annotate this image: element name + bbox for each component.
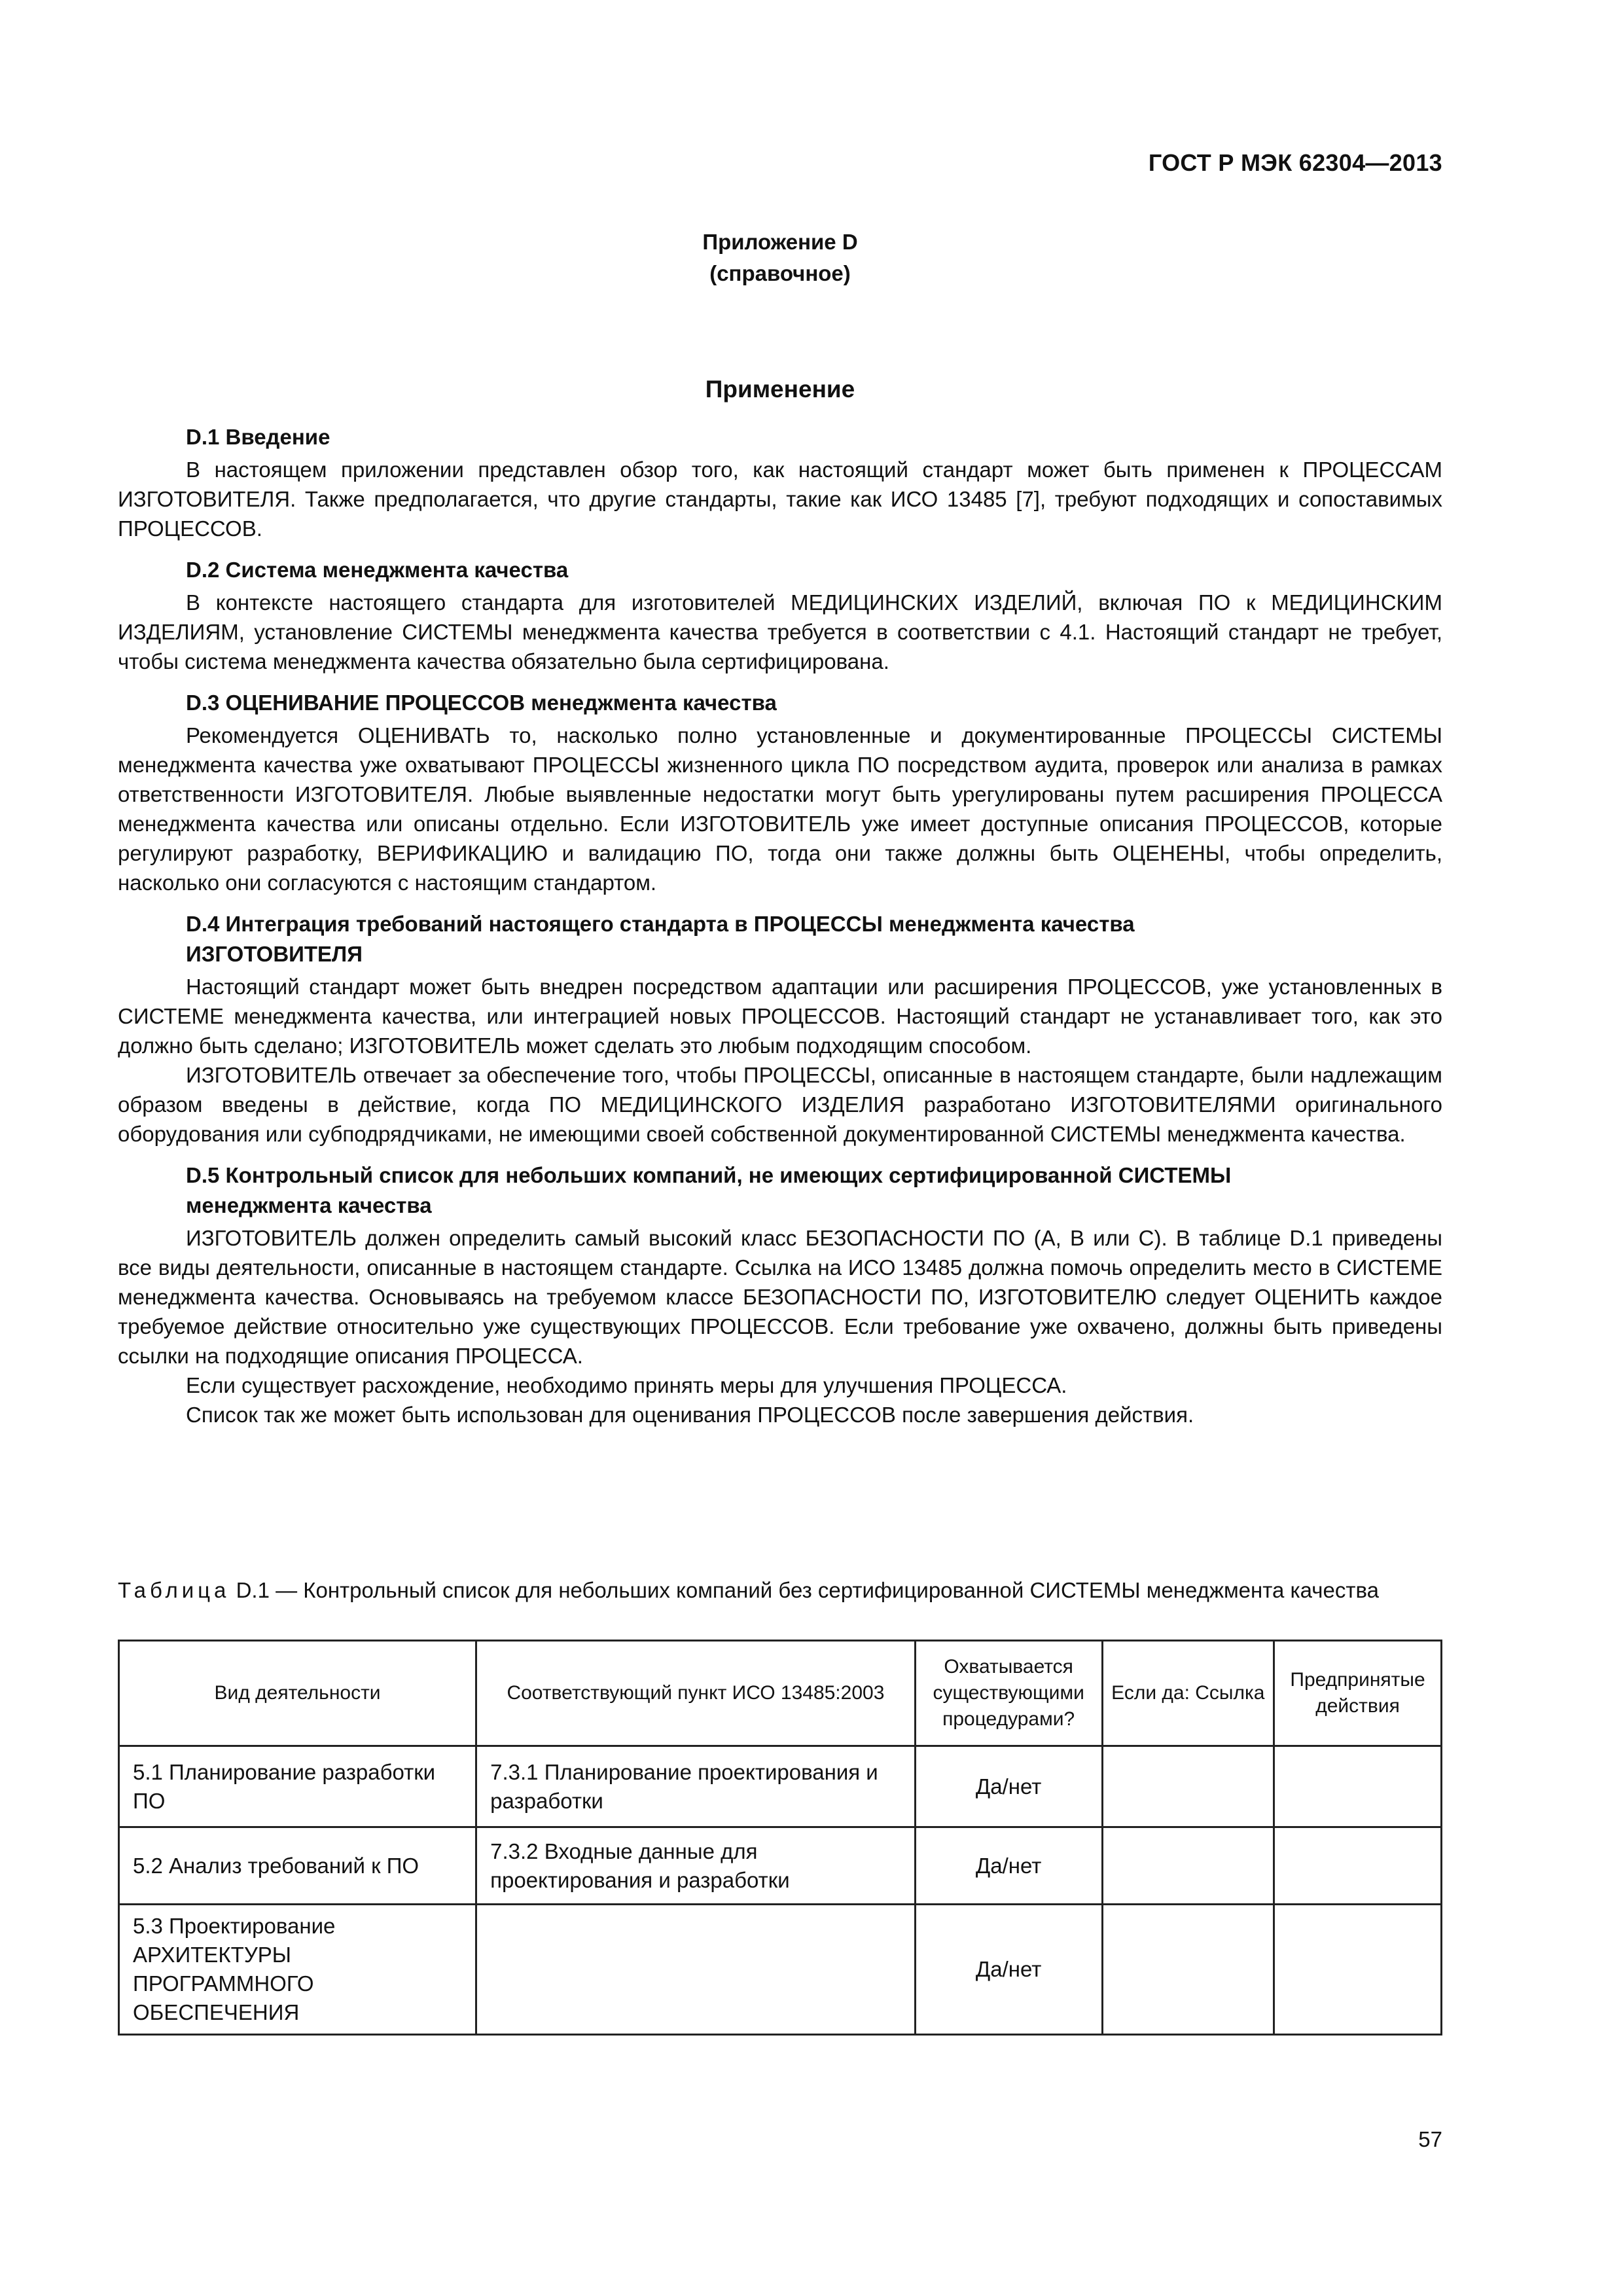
- cell-activity: 5.2 Анализ требований к ПО: [119, 1827, 476, 1905]
- cell-actions: [1274, 1905, 1442, 2035]
- page-number: 57: [1418, 2127, 1442, 2151]
- table-row: [119, 1905, 1442, 2035]
- cell-covered: Да/нет: [915, 1746, 1102, 1827]
- column-header-iso-clause: Соответствующий пункт ИСО 13485:2003: [476, 1641, 916, 1746]
- cell-actions: [1274, 1827, 1442, 1905]
- column-header-activity: Вид деятельности: [119, 1641, 476, 1746]
- section-heading-line: D.4 Интеграция требований настоящего стандарта в ПРОЦЕССЫ менеджмента качества: [186, 912, 1135, 936]
- section-paragraph: В контексте настоящего стандарта для изготовителей МЕДИЦИНСКИХ ИЗДЕЛИЙ, включая ПО к МЕДИЦИНСКИМ ИЗДЕЛИЯМ, установление СИСТЕМЫ менеджмента качества требуется в соответствии с 4.1. Настоящий стандарт не требует, чтобы система менеджмента качества обязательно была сертифицирована.: [118, 590, 1442, 673]
- cell-activity: 5.3 Проектирование АРХИТЕКТУРЫ ПРОГРАММНОГО ОБЕСПЕЧЕНИЯ: [119, 1905, 476, 2035]
- cell-link: [1102, 1905, 1274, 2035]
- section-paragraph: ИЗГОТОВИТЕЛЬ должен определить самый высокий класс БЕЗОПАСНОСТИ ПО (A, B или C). В таблице D.1 приведены все виды деятельности, описанные в настоящем стандарте. Ссылка на ИСО 13485 должна помочь определить место в СИСТЕМЕ менеджмента качества. Основываясь на требуемом классе БЕЗОПАСНОСТИ ПО, ИЗГОТОВИТЕЛЮ следует ОЦЕНИТЬ каждое требуемое действие относительно уже существующих ПРОЦЕССОВ. Если требование уже охвачено, должны быть приведены ссылки на подходящие описания ПРОЦЕССА.: [118, 1226, 1442, 1368]
- appendix-label: Приложение D: [702, 230, 858, 254]
- cell-iso-clause: 7.3.1 Планирование проектирования и разработки: [476, 1746, 916, 1827]
- column-header-link: Если да: Ссылка: [1102, 1641, 1274, 1746]
- table-caption-text: D.1 — Контрольный список для небольших компаний без сертифицированной СИСТЕМЫ менеджмента качества: [236, 1578, 1379, 1602]
- column-header-covered: Охватывается существующими процедурами?: [915, 1641, 1102, 1746]
- table-caption: [118, 1576, 1442, 1605]
- document-code: ГОСТ Р МЭК 62304—2013: [1148, 149, 1442, 176]
- section-heading-line: ИЗГОТОВИТЕЛЯ: [186, 942, 363, 966]
- cell-covered: Да/нет: [915, 1905, 1102, 2035]
- appendix-heading: [118, 226, 1442, 289]
- section-paragraph: Если существует расхождение, необходимо принять меры для улучшения ПРОЦЕССА.: [186, 1373, 1067, 1397]
- column-header-actions: Предпринятые действия: [1274, 1641, 1442, 1746]
- cell-activity: 5.1 Планирование разработки ПО: [119, 1746, 476, 1827]
- section-heading-line: менеджмента качества: [186, 1193, 432, 1217]
- appendix-kind: (справочное): [709, 261, 851, 285]
- section-paragraph: Рекомендуется ОЦЕНИВАТЬ то, насколько полно установленные и документированные ПРОЦЕССЫ СИСТЕМЫ менеджмента качества уже охватывают ПРОЦЕССЫ жизненного цикла ПО посредством аудита, проверок или анализа в рамках ответственности ИЗГОТОВИТЕЛЯ. Любые выявленные недостатки могут быть урегулированы путем расширения ПРОЦЕССА менеджмента качества или описаны отдельно. Если ИЗГОТОВИТЕЛЬ уже имеет доступные описания ПРОЦЕССОВ, которые регулируют разработку, ВЕРИФИКАЦИЮ и валидацию ПО, тогда они также должны быть ОЦЕНЕНЫ, чтобы определить, насколько они согласуются с настоящим стандартом.: [118, 723, 1442, 895]
- cell-iso-clause: 7.3.2 Входные данные для проектирования и разработки: [476, 1827, 916, 1905]
- section-paragraph: Список так же может быть использован для оценивания ПРОЦЕССОВ после завершения действия.: [186, 1403, 1194, 1427]
- section-heading-d4: [118, 909, 1442, 969]
- table-row: [119, 1746, 1442, 1827]
- table-caption-label: Таблица: [118, 1578, 230, 1602]
- checklist-table: [118, 1640, 1442, 2036]
- section-paragraph: В настоящем приложении представлен обзор того, как настоящий стандарт может быть применен к ПРОЦЕССАМ ИЗГОТОВИТЕЛЯ. Также предполагается, что другие стандарты, такие как ИСО 13485 [7], требуют подходящих и сопоставимых ПРОЦЕССОВ.: [118, 457, 1442, 541]
- section-paragraph: Настоящий стандарт может быть внедрен посредством адаптации или расширения ПРОЦЕССОВ, уже установленных в СИСТЕМЕ менеджмента качества, или интеграцией новых ПРОЦЕССОВ. Настоящий стандарт не устанавливает того, как это должно быть сделано; ИЗГОТОВИТЕЛЬ может сделать это любым подходящим способом.: [118, 975, 1442, 1058]
- section-heading-d3: D.3 ОЦЕНИВАНИЕ ПРОЦЕССОВ менеджмента качества: [186, 691, 777, 715]
- section-heading-d2: D.2 Система менеджмента качества: [186, 558, 569, 582]
- section-paragraph: ИЗГОТОВИТЕЛЬ отвечает за обеспечение того, чтобы ПРОЦЕССЫ, описанные в настоящем стандарте, были надлежащим образом введены в действие, когда ПО МЕДИЦИНСКОГО ИЗДЕЛИЯ разработано ИЗГОТОВИТЕЛЯМИ оригинального оборудования или субподрядчиками, не имеющими своей собственной документированной СИСТЕМЫ менеджмента качества.: [118, 1063, 1442, 1146]
- section-heading-d1: D.1 Введение: [186, 425, 330, 449]
- table-row: [119, 1827, 1442, 1905]
- cell-link: [1102, 1746, 1274, 1827]
- document-body: [118, 422, 1442, 1429]
- cell-iso-clause: [476, 1905, 916, 2035]
- cell-covered: Да/нет: [915, 1827, 1102, 1905]
- cell-actions: [1274, 1746, 1442, 1827]
- cell-link: [1102, 1827, 1274, 1905]
- page-title: Применение: [705, 376, 855, 403]
- section-heading-d5: [118, 1160, 1442, 1221]
- section-heading-line: D.5 Контрольный список для небольших компаний, не имеющих сертифицированной СИСТЕМЫ: [186, 1163, 1232, 1187]
- table-header-row: [119, 1641, 1442, 1746]
